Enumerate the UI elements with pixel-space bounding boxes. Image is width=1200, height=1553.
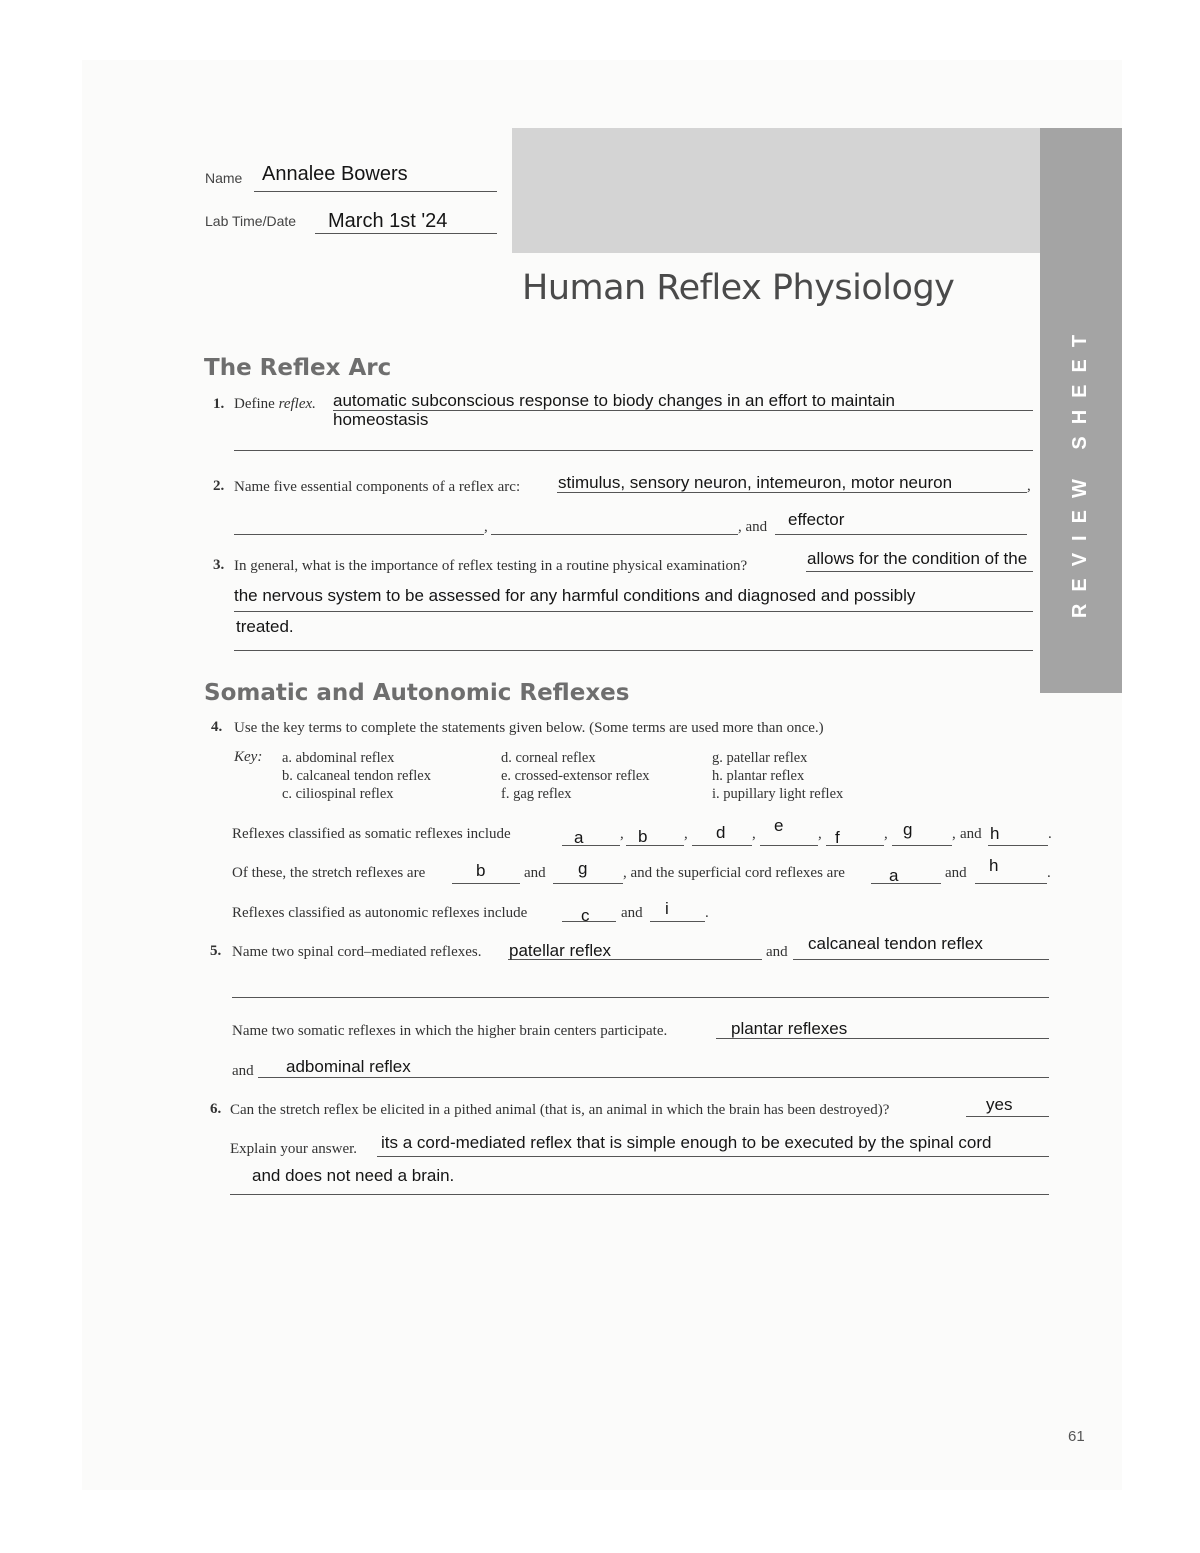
key-item: g. patellar reflex	[712, 750, 808, 766]
q1-answer-line-2: homeostasis	[333, 410, 429, 429]
q4-prompt: Use the key terms to complete the statements given below. (Some terms are used more than once.)	[234, 720, 824, 736]
superficial-answer: a	[889, 866, 899, 885]
blank-line	[871, 883, 941, 884]
blank-line	[692, 845, 752, 846]
stretch-prompt: Of these, the stretch reflexes are	[232, 865, 426, 881]
blank-line	[988, 845, 1048, 846]
and-text: and	[945, 865, 967, 881]
blank-line	[562, 845, 620, 846]
q5-answer-2: calcaneal tendon reflex	[808, 934, 983, 953]
q6-explain-line-1: its a cord-mediated reflex that is simple enough to be executed by the spinal cord	[381, 1133, 992, 1152]
blank-line	[650, 921, 705, 922]
comma: ,	[620, 826, 624, 842]
blank-line	[892, 845, 952, 846]
stretch-answer: b	[476, 861, 486, 880]
autonomic-answer: i	[665, 899, 669, 918]
comma: ,	[818, 826, 822, 842]
superficial-answer: h	[989, 856, 999, 875]
q3-answer-line-1: allows for the condition of the	[807, 549, 1028, 568]
q6-line-1	[966, 1116, 1049, 1117]
q5-line-5	[258, 1077, 1049, 1078]
somatic-answer: d	[716, 823, 726, 842]
q1-answer-line-1: automatic subconscious response to biody changes in an effort to maintain	[333, 391, 895, 410]
name-value: Annalee Bowers	[262, 163, 408, 185]
q6-line-3	[230, 1194, 1049, 1195]
somatic-answer: e	[774, 816, 784, 835]
page-number: 61	[1068, 1428, 1085, 1445]
page-title: Human Reflex Physiology	[522, 268, 955, 308]
comma: ,	[952, 826, 956, 842]
q5-answer-1: patellar reflex	[509, 941, 612, 960]
key-item: i. pupillary light reflex	[712, 786, 844, 802]
q2-line-4	[775, 534, 1027, 535]
q2-and: , and	[738, 519, 768, 535]
q6-explain-label: Explain your answer.	[230, 1141, 358, 1157]
q5-and: and	[766, 944, 788, 960]
review-sheet-tab: REVIEW SHEET	[1069, 322, 1092, 618]
q5-line-2	[793, 959, 1049, 960]
q6-prompt: Can the stretch reflex be elicited in a pithed animal (that is, an animal in which the brain has been destroyed)?	[230, 1102, 890, 1118]
comma: ,	[684, 826, 688, 842]
q6-number: 6.	[210, 1101, 222, 1117]
somatic-answer: f	[835, 828, 840, 847]
q5-and-2: and	[232, 1063, 254, 1079]
q2-prompt: Name five essential components of a reflex arc:	[234, 479, 521, 495]
name-label: Name	[205, 170, 243, 186]
q3-line-2	[234, 611, 1033, 612]
blank-line	[975, 883, 1047, 884]
period: .	[1047, 865, 1051, 881]
q5-answer-4: adbominal reflex	[286, 1057, 411, 1076]
q5-prompt-2: Name two somatic reflexes in which the higher brain centers participate.	[232, 1023, 668, 1039]
comma: ,	[752, 826, 756, 842]
q2-number: 2.	[213, 478, 225, 494]
q6-explain-line-2: and does not need a brain.	[252, 1166, 455, 1185]
date-label: Lab Time/Date	[205, 213, 297, 229]
blank-line	[760, 845, 818, 846]
blank-line	[452, 883, 520, 884]
autonomic-answer: c	[581, 906, 590, 925]
q2-answer-2: effector	[788, 510, 845, 529]
q6-line-2	[377, 1156, 1049, 1157]
section-heading-somatic: Somatic and Autonomic Reflexes	[204, 680, 630, 706]
q5-prompt: Name two spinal cord–mediated reflexes.	[232, 944, 482, 960]
key-item: c. ciliospinal reflex	[282, 786, 394, 802]
autonomic-prompt: Reflexes classified as autonomic reflexes include	[232, 905, 528, 921]
section-heading-reflex-arc: The Reflex Arc	[204, 355, 392, 381]
key-item: a. abdominal reflex	[282, 750, 395, 766]
q5-answer-3: plantar reflexes	[731, 1019, 848, 1038]
stretch-answer: g	[578, 859, 588, 878]
q2-comma: ,	[1027, 478, 1031, 494]
comma: ,	[884, 826, 888, 842]
period: .	[1048, 826, 1052, 842]
q3-line-3	[234, 650, 1033, 651]
q3-line-1	[806, 571, 1033, 572]
date-line	[315, 233, 497, 234]
somatic-prompt: Reflexes classified as somatic reflexes include	[232, 826, 511, 842]
and-text: and	[524, 865, 546, 881]
q3-prompt: In general, what is the importance of reflex testing in a routine physical examination?	[234, 558, 748, 574]
key-item: h. plantar reflex	[712, 768, 805, 784]
period: .	[705, 905, 709, 921]
q3-answer-line-2: the nervous system to be assessed for any harmful conditions and diagnosed and possibly	[234, 586, 916, 605]
superficial-prompt: , and the superficial cord reflexes are	[623, 865, 845, 881]
q2-line-3	[491, 534, 738, 535]
q4-number: 4.	[211, 719, 223, 735]
q5-number: 5.	[210, 943, 222, 959]
q2-comma-2: ,	[484, 519, 488, 535]
and-text: and	[621, 905, 643, 921]
somatic-answer: a	[574, 828, 584, 847]
somatic-answer: g	[903, 820, 913, 839]
q1-line-2	[234, 450, 1033, 451]
and-text: and	[960, 826, 982, 842]
blank-line	[626, 845, 684, 846]
somatic-answer: h	[990, 824, 1000, 843]
q5-line-3	[232, 997, 1049, 998]
header-gray-band	[512, 128, 1122, 253]
q2-answer-1: stimulus, sensory neuron, intemeuron, motor neuron	[558, 473, 953, 492]
key-label: Key:	[234, 749, 263, 765]
q3-number: 3.	[213, 557, 225, 573]
key-item: f. gag reflex	[501, 786, 572, 802]
blank-line	[553, 883, 623, 884]
date-value: March 1st '24	[328, 210, 448, 232]
somatic-answer: b	[638, 827, 648, 846]
q2-line-2	[234, 534, 484, 535]
name-line	[254, 191, 497, 192]
q1-prompt: Define reflex.	[234, 396, 316, 412]
q1-number: 1.	[213, 396, 225, 412]
q3-answer-line-3: treated.	[236, 617, 294, 636]
key-item: b. calcaneal tendon reflex	[282, 768, 431, 784]
key-item: d. corneal reflex	[501, 750, 596, 766]
key-item: e. crossed-extensor reflex	[501, 768, 650, 784]
q6-answer: yes	[986, 1095, 1013, 1114]
